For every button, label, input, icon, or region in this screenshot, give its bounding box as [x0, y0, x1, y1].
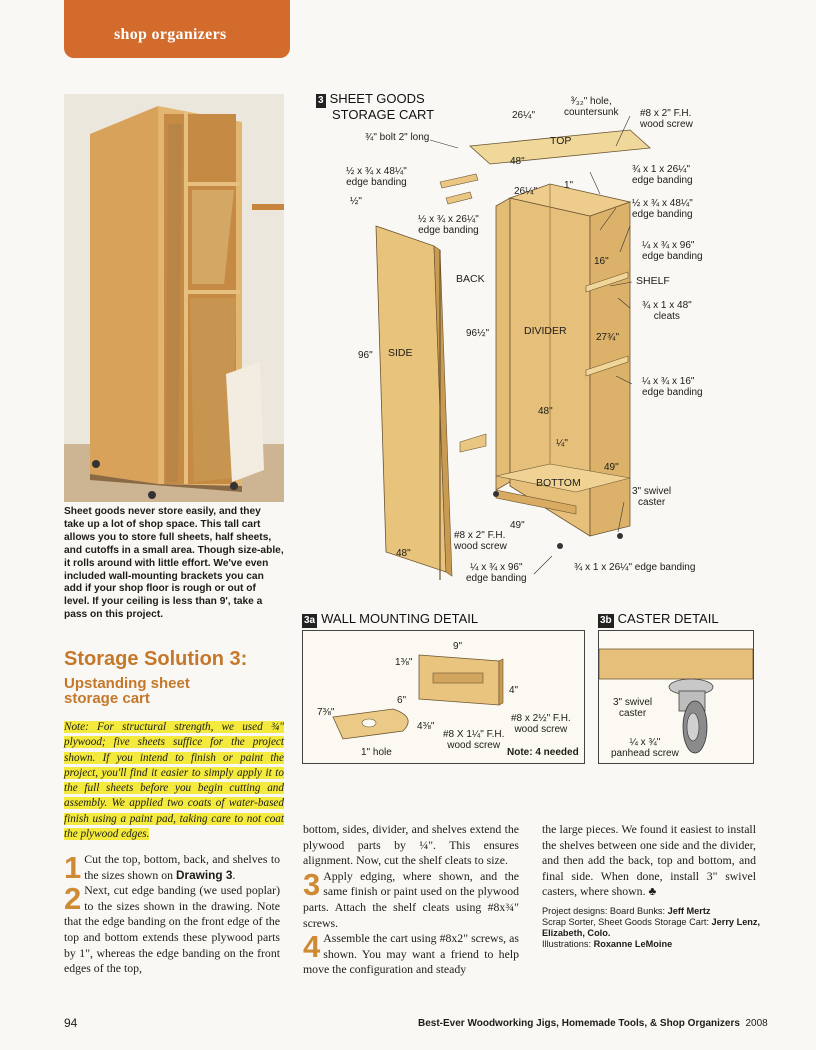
label-forty-nine-right: 49" [604, 462, 619, 473]
step-2-continued: bottom, sides, divider, and shelves extend the plywood parts by ¼". This ensures alignment. Now, cut the shelf cleats to size. [303, 822, 519, 868]
step-3: 3 Apply edging, where shown, and the same finish or paint used on the plywood parts. Attach the shelf cleats using #8x¾" screws. [303, 866, 519, 930]
label-note-four-needed: Note: 4 needed [507, 747, 579, 758]
cart-photo [64, 94, 284, 502]
label-cleats: ¾ x 1 x 48" cleats [642, 300, 692, 322]
label-one-inch: 1" [564, 180, 574, 191]
label-side-width: 48" [396, 548, 411, 559]
credit-cart: Scrap Sorter, Sheet Goods Storage Cart: Jerry Lenz, Elizabeth, Colo. [542, 917, 761, 938]
article-subtitle: Upstanding sheet storage cart [64, 675, 190, 707]
label-four-three-eighths: 4⅜" [417, 721, 435, 732]
end-mark: ♣ [648, 884, 657, 899]
step-4-continued: the large pieces. We found it easiest to install the shelves between one side and the divider, and then add the back, top and bottom, and final side. When done, install 3" swivel casters, where shown. ♣ [542, 822, 756, 899]
label-caster-detail: 3" swivel caster [613, 697, 653, 719]
label-nine: 9" [453, 641, 463, 652]
label-seven-three-eighths: 7⅜" [317, 707, 335, 718]
label-one-inch-hole: 1" hole [361, 747, 392, 758]
label-forty-eight: 48" [538, 406, 553, 417]
wall-detail-number: 3a [304, 615, 316, 626]
step-4: 4 Assemble the cart using #8x2" screws, as shown. You may want a friend to help move the configuration and steady [303, 929, 519, 977]
label-bottom: BOTTOM [536, 477, 581, 489]
label-screw-top: #8 x 2" F.H. wood screw [640, 108, 693, 130]
label-forty-nine-bottom: 49" [510, 520, 525, 531]
label-right-banding-3: ¼ x ¾ x 96" edge banding [642, 240, 703, 262]
label-screw-bottom: #8 x 2" F.H. wood screw [454, 530, 507, 552]
label-shelf: SHELF [636, 275, 670, 287]
credit-designs: Project designs: Board Bunks: Jeff Mertz [542, 906, 711, 916]
label-half-inch: ½" [350, 196, 362, 207]
label-back-height: 96½" [466, 328, 490, 339]
label-bolt: ¾" bolt 2" long [365, 132, 430, 143]
caster-detail [598, 630, 754, 764]
label-four: 4" [509, 685, 519, 696]
label-mid-width: 26¼" [514, 186, 538, 197]
article-title: Storage Solution 3: [64, 648, 248, 670]
label-top: TOP [550, 135, 572, 147]
label-side-height: 96" [358, 350, 373, 361]
publication-footer: Best-Ever Woodworking Jigs, Homemade Tools, & Shop Organizers 2008 [418, 1018, 768, 1029]
label-bottom-banding: ¾ x 1 x 26¼" edge banding [574, 562, 696, 573]
label-one-three-eighths: 1⅜" [395, 657, 413, 668]
label-front-banding: ¼ x ¾ x 96" edge banding [466, 562, 527, 584]
drawing-title: 3 SHEET GOODS STORAGE CART [318, 91, 435, 122]
caster-detail-number: 3b [600, 615, 612, 626]
note-paragraph: Note: For structural strength, we used ¾" plywood; five sheets suffice for the project shown. If you intend to finish or paint the project, you'll find it easier to simply apply it to the full sheets before you begin cutting and assembly. We applied two coats of water-based finish using a paint pad, taking care to not coat the plywood edges. [64, 721, 284, 841]
wall-detail-title: 3a WALL MOUNTING DETAIL [304, 611, 479, 626]
page-number: 94 [64, 1016, 78, 1030]
label-screw-a: #8 x 2½" F.H. wood screw [511, 713, 571, 735]
credit-illustrations: Illustrations: Roxanne LeMoine [542, 939, 673, 949]
label-banding-48: ½ x ¾ x 48¼" edge banding [346, 166, 407, 188]
photo-caption: Sheet goods never store easily, and they take up a lot of shop space. This tall cart allows you to store full sheets, half sheets, and cutoffs in a small area. Though size-able, it rolls around with little effort. We've even included wall-mounting brackets you can add if your shop floor is rough or out of level. If your ceiling is less than 9', take a pass on this project. [64, 506, 284, 621]
steps-column-2 [303, 822, 519, 978]
steps-column-1 [64, 852, 280, 977]
steps-column-3 [542, 822, 756, 900]
label-right-banding-4: ¼ x ¾ x 16" edge banding [642, 376, 703, 398]
label-right-banding-2: ½ x ¾ x 48¼" edge banding [632, 198, 693, 220]
label-top-width: 26¼" [512, 110, 536, 121]
label-side: SIDE [388, 347, 413, 359]
label-top-depth: 48" [510, 156, 525, 167]
label-hole: ³⁄₃₂" hole, countersunk [564, 96, 619, 118]
label-caster: 3" swivel caster [632, 486, 672, 508]
step-1: 1 Cut the top, bottom, back, and shelves to the sizes shown on Drawing 3. [64, 850, 280, 885]
wall-mounting-detail [302, 630, 585, 764]
drawing-number: 3 [318, 95, 324, 106]
label-right-banding-1: ¾ x 1 x 26¼" edge banding [632, 164, 693, 186]
label-back: BACK [456, 273, 485, 285]
label-six: 6" [397, 695, 407, 706]
label-screw-b: #8 X 1¼" F.H. wood screw [443, 729, 505, 751]
label-sixteen: 16" [594, 256, 609, 267]
label-panhead-screw: ¼ x ¾" panhead screw [611, 737, 679, 759]
step-2: 2 Next, cut edge banding (we used poplar) to the sizes shown in the drawing. Note that the edge banding on the front edge of the top and bottom extends these plywood parts by 1", whereas the edge banding on the front edges of the top, [64, 881, 280, 976]
credits [542, 906, 782, 950]
caster-detail-title: 3b CASTER DETAIL [600, 611, 719, 626]
label-banding-26: ½ x ¾ x 26¼" edge banding [418, 214, 479, 236]
label-quarter: ¼" [556, 438, 568, 449]
label-divider-width: 27¾" [596, 332, 620, 343]
label-divider: DIVIDER [524, 325, 567, 337]
section-tab: shop organizers [64, 0, 290, 58]
